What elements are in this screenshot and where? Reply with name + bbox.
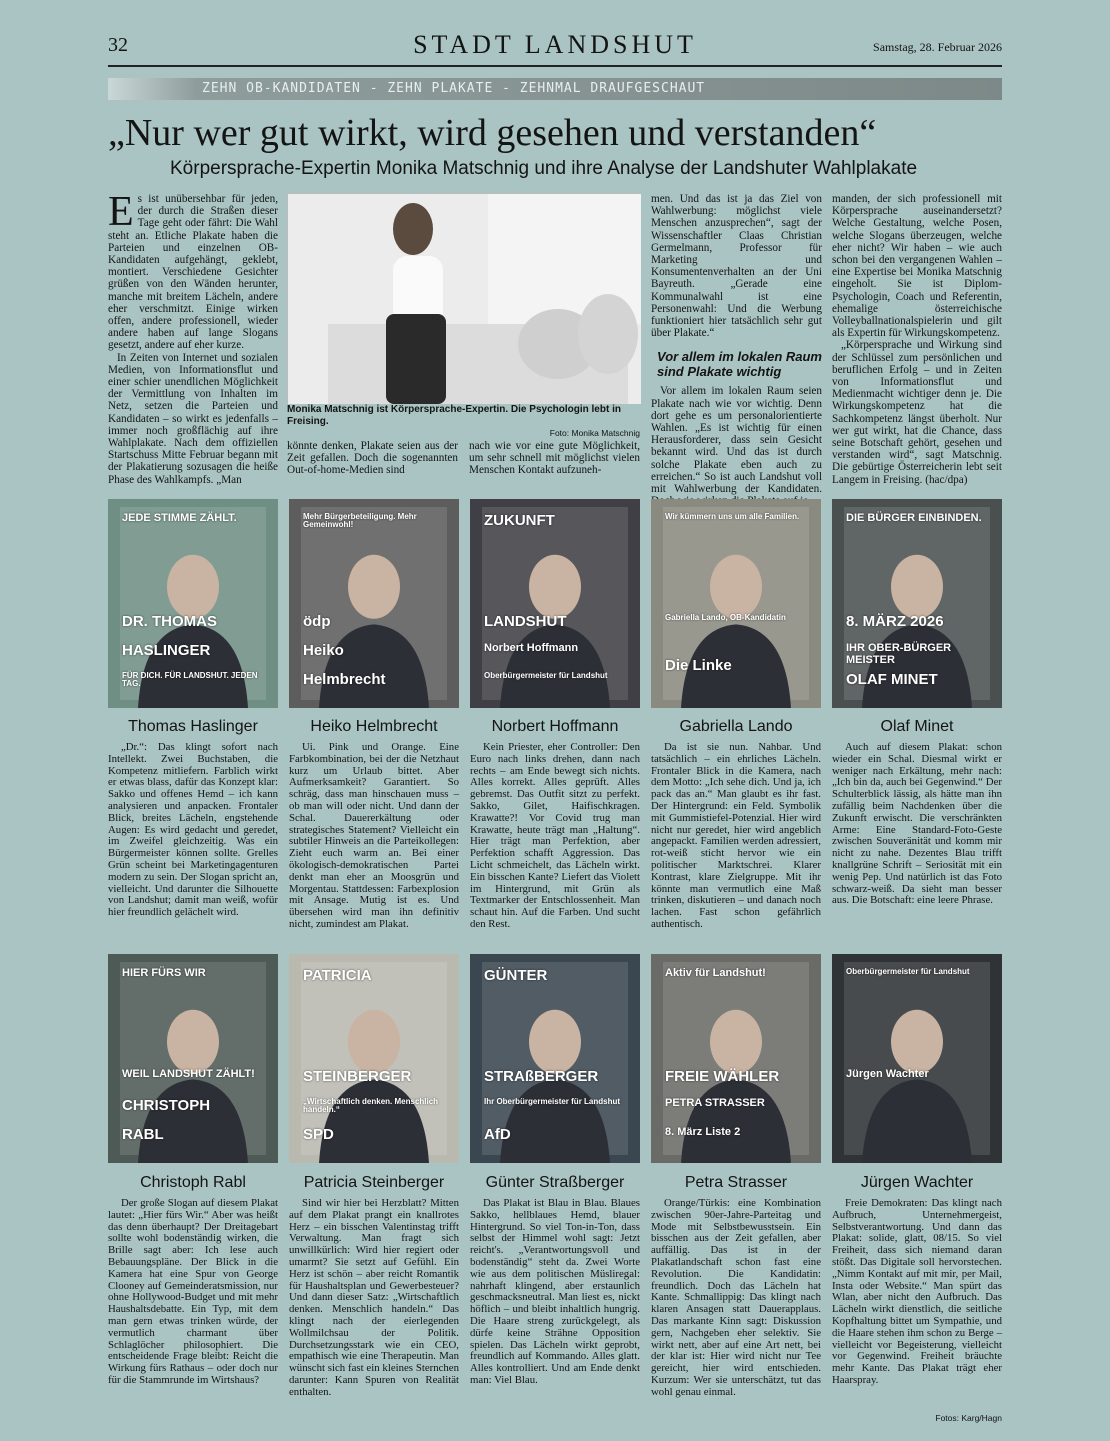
candidate-name: Petra Strasser xyxy=(684,1174,788,1191)
candidate-analysis: Ui. Pink und Orange. Eine Farbkombination, bei der die Netzhaut kurz um Urlaub bittet. Aber Aufmerksamkeit? Garantiert. So schräg, dass man hinschauen muss – ob man will oder nicht. Und dann der Schal. Dauererkältung oder strategisches Statement? Vielleicht ein subtiler Hinweis an die Parteikollegen: Zieht euch warm an. Bei einer ökologisch-demokratischen Partei denkt man eher an Moosgrün und Morgentau. Stattdessen: Farbexplosion mit Ansage. Mutig ist es. Und übersehen wird man ihn definitiv nicht, zumindest am Plakat. xyxy=(289,741,459,930)
candidate-name: Olaf Minet xyxy=(880,718,954,735)
poster-text: STEINBERGER xyxy=(303,1068,412,1085)
candidate-name: Heiko Helmbrecht xyxy=(310,718,438,735)
poster-text: Die Linke xyxy=(665,657,732,674)
poster-text: Mehr Bürgerbeteiligung. Mehr Gemeinwohl! xyxy=(303,512,417,530)
header-rule xyxy=(108,65,1002,67)
article-column-5: manden, der sich professionell mit Körpersprache auseinandersetzt? Welche Gestaltung, welche Posen, welche Slogans überzeugen, welche eher nicht? Wir haben – wie auch schon bei den vergangenen Wahlen – eine Expertise bei Monika Matschnig eingeholt. Sie ist Diplom-Psychologin, Coach und Referentin, ehemalige österreichische Volleyballnationalspielerin und gilt als Expertin für Wirkungskompetenz. „Körpersprache und Wirkung sind der Schlüssel zum persönlichen und beruflichen Erfolg – und in Zeiten von Informationsflut und Medienmacht wichtiger denn je. Die Wirkungskompetenz hat die Sachkompetenz längst überholt. Nur wer gut wirkt, hat die Chance, dass seine Botschaft gehört, gesehen und verstanden wird“, sagt Matschnig. Die gebürtige Österreicherin lebt seit Langem in Freising. (hac/dpa) xyxy=(832,193,1002,486)
photo-caption: Monika Matschnig ist Körpersprache-Expertin. Die Psychologin lebt in Freising. xyxy=(287,404,621,427)
campaign-poster xyxy=(470,499,640,708)
poster-text: OLAF MINET xyxy=(846,671,938,688)
photo-credit: Foto: Monika Matschnig xyxy=(549,428,640,438)
poster-text: Wir kümmern uns um alle Familien. xyxy=(665,512,800,521)
campaign-poster xyxy=(832,954,1002,1163)
article-column-3: nach wie vor eine gute Möglichkeit, um sehr schnell mit möglichst vielen Menschen Kontakt aufzuneh- xyxy=(469,440,640,477)
campaign-poster xyxy=(832,499,1002,708)
portrait-photo xyxy=(287,193,640,403)
candidate-name: Patricia Steinberger xyxy=(303,1174,445,1191)
issue-date: Samstag, 28. Februar 2026 xyxy=(873,40,1002,54)
poster-text: ZUKUNFT xyxy=(484,512,555,529)
bottom-photo-credit: Fotos: Karg/Hagn xyxy=(935,1413,1002,1423)
poster-text: ödp xyxy=(303,613,331,630)
poster-text: Ihr Oberbürgermeister für Landshut xyxy=(484,1097,621,1106)
article-column-4: men. Und das ist ja das Ziel von Wahlwerbung: möglichst viele Menschen anzusprechen“, sagt der Wissenschaftler Claas Christian Germelmann, Professor für Marketing und Konsumentenverhalten an der Uni Bayreuth. „Gerade eine Kommunalwahl ist eine Personenwahl: Und die Werbung funktioniert hier tatsächlich sehr gut über Plakate.“ Vor allem im lokalen Raum sind Plakate wichtig Vor allem im lokalen Raum seien Plakate nach wie vor wichtig. Denn dort gehe es um personalorientierte Wahlen. „Es ist wichtig für einen Herausforderer, dass sein Gesicht bekannt wird. Und das ist durch solche Plakate eben auch zu erreichen.“ So ist auch Landshut voll mit Wahlwerbung der Kandidaten. xyxy=(651,193,822,496)
poster-text: PATRICIA xyxy=(303,967,372,984)
poster-text: CHRISTOPH xyxy=(122,1097,211,1114)
poster-text: RABL xyxy=(122,1126,164,1143)
poster-text: IHR OBER-BÜRGER MEISTER xyxy=(846,642,952,666)
poster-text: Oberbürgermeister für Landshut xyxy=(484,671,608,680)
candidate-name: Norbert Hoffmann xyxy=(491,718,619,735)
poster-text: „Wirtschaftlich denken. Menschlich handeln.“ xyxy=(303,1097,439,1115)
candidate-analysis: Orange/Türkis: eine Kombination zwischen 90er-Jahre-Parteitag und Mode mit Selbstbewusstsein. Ein bisschen aus der Zeit gefallen, aber auffällig. Das ist in der Plakatlandschaft schon fast eine Revolution. Die Kandidatin: freundlich. Doch das Lächeln hat Kante. Schmallippig: Das klingt nach klaren Ansagen statt Dauerapplaus. Das markante Kinn sagt: Diskussion gern, Nachgeben eher selektiv. Sie wirkt nett, aber auf eine Art nett, bei der klar ist: Hier wird nicht nur Tee gereicht, hier wird entschieden. Kurzum: Wer sie unterschätzt, tut das wohl genau einmal. xyxy=(651,1197,821,1398)
poster-text: SPD xyxy=(303,1126,334,1143)
campaign-poster xyxy=(108,954,278,1163)
poster-portrait xyxy=(832,954,1002,1163)
poster-text: Aktiv für Landshut! xyxy=(665,967,766,979)
campaign-poster xyxy=(470,954,640,1163)
candidate-name: Christoph Rabl xyxy=(140,1174,246,1191)
candidate-analysis: Sind wir hier bei Herzblatt? Mitten auf dem Plakat prangt ein knallrotes Herz – ein bisschen Valentinstag trifft Verwaltung. Man fragt sich unwillkürlich: Wird hier regiert oder umarmt? Sie setzt auf Gefühl. Ein Herz ist schön – aber reicht Romantik für Haushaltsplan und Gewerbesteuer? Und dann dieser Satz: „Wirtschaftlich denken. Menschlich handeln.“ Das klingt nach der eierlegenden Wollmilchsau der Politik. Durchsetzungsstark wie ein CEO, empathisch wie eine Therapeutin. Man wünscht sich fast ein kleines Sternchen darunter: Kann Spuren von Realität enthalten. xyxy=(289,1197,459,1398)
poster-text: HIER FÜRS WIR xyxy=(122,967,206,979)
poster-text: DR. THOMAS xyxy=(122,613,217,630)
poster-text: Jürgen Wachter xyxy=(846,1068,929,1080)
kicker-band: ZEHN OB-KANDIDATEN - ZEHN PLAKATE - ZEHNMAL DRAUFGESCHAUT xyxy=(108,78,1002,100)
candidate-analysis: Auch auf diesem Plakat: schon wieder ein Schal. Diesmal wirkt er weniger nach Erkältung, mehr nach: „Ich bin da, auch bei Gegenwind.“ Der Schulterblick lässig, als hätte man ihn zufällig beim Nachdenken über die Zukunft erwischt. Die verschränkten Arme: Eine Standard-Foto-Geste zwischen Souveränität und komm mir nicht zu nahe. Dezentes Blau trifft knallgrüne Schrift – Seriosität mit ein wenig Pep. Und natürlich ist das Foto schwarz-weiß. Da sieht man besser aus. Die Botschaft: eine leere Phrase. xyxy=(832,741,1002,907)
poster-text: FREIE WÄHLER xyxy=(665,1068,780,1085)
campaign-poster xyxy=(651,954,821,1163)
photo-caption-block xyxy=(287,404,640,438)
campaign-poster xyxy=(289,499,459,708)
poster-text: STRAßBERGER xyxy=(484,1068,599,1085)
campaign-poster xyxy=(651,499,821,708)
poster-text: AfD xyxy=(484,1126,511,1143)
candidate-analysis: Der große Slogan auf diesem Plakat lautet: „Hier fürs Wir.“ Aber was heißt das denn überhaupt? Der Dreitagebart sollte wohl bodenständig wirken, die Brille sagt aber: Ich lese auch Bebauungspläne. Der Blick in die Kamera hat eine Spur von George Clooney auf Gemeinderatsmission, nur ohne Hollywood-Budget und mit mehr Haushaltsdebatte. Ein Typ, mit dem man gern etwas trinken würde, der vermutlich charmant über Schlaglöcher philosophiert. Die entscheidende Frage bleibt: Reicht die Wirkung fürs Rathaus – oder doch nur für die Stammrunde im Wirtshaus? xyxy=(108,1197,278,1386)
candidate-analysis: „Dr.“: Das klingt sofort nach Intellekt. Zwei Buchstaben, die Kompetenz mitliefern. Farblich wirkt er etwas blass, dafür das Konzept klar: Sakko und offenes Hemd – ich kann analysieren und anpacken. Frontaler Blick, breites Lächeln, engstehende Augen: Es wird gedacht und geredet, im Zweifel gleichzeitig. Was ein Bürgermeister können sollte. Grelles Grün scheint bei Marketingagenturen modern zu sein. Der Slogan spricht an, vielleicht. Und darunter die Silhouette von Landshut; damit man weiß, wofür hier freundlich gelächelt wird. xyxy=(108,741,278,919)
candidate-name: Jürgen Wachter xyxy=(860,1174,974,1191)
campaign-poster xyxy=(289,954,459,1163)
poster-text: GÜNTER xyxy=(484,967,548,984)
poster-portrait xyxy=(651,499,821,708)
subheadline: Körpersprache-Expertin Monika Matschnig und ihre Analyse der Landshuter Wahlplakate xyxy=(170,158,918,179)
candidate-analysis: Freie Demokraten: Das klingt nach Aufbruch, Unternehmergeist, Selbstverantwortung. Und dann das Plakat: solide, glatt, 08/15. So viel Freiheit, dass sich niemand daran stößt. Das Digitale soll hervorstechen. „Nimm Kontakt auf mit mir, per Mail, Insta oder Website.“ Man spürt das Wlan, aber nicht den Aufbruch. Das Lächeln wirkt dienstlich, die seitliche Kopfhaltung bittet um Sympathie, und die Haare stehen ihm schon zu Berge – vielleicht vor Begeisterung, vielleicht vor Gegenwind. Freiheit bräuchte mehr Kante. Das Plakat trägt eher Haarspray. xyxy=(832,1197,1002,1386)
poster-text: JEDE STIMME ZÄHLT. xyxy=(122,512,237,524)
poster-text: WEIL LANDSHUT ZÄHLT! xyxy=(122,1068,255,1080)
candidate-analysis: Da ist sie nun. Nahbar. Und tatsächlich – ein ehrliches Lächeln. Frontaler Blick in die Kamera, nach dem Motto: „Ich sehe dich. Und ja, ich pack das an.“ Man glaubt es ihr fast. Der Hintergrund: ein Feld. Symbolik mit Gummistiefel-Potenzial. Hier wird nicht nur geredet, hier wird angeblich angepackt. Familien werden adressiert, rot-weiß sticht hervor wie ein politischer Marktschrei. Klarer Kontrast, klare Zielgruppe. Mit ihr könnte man vermutlich eine Maß trinken, diskutieren – und danach noch lachen. Fast schon gefährlich authentisch. xyxy=(651,741,821,930)
poster-text: Oberbürgermeister für Landshut xyxy=(846,967,970,976)
candidate-name: Gabriella Lando xyxy=(679,718,793,735)
poster-text: Heiko xyxy=(303,642,344,659)
intermediate-heading: Vor allem im lokalen Raum sind Plakate wichtig xyxy=(657,349,822,380)
candidate-name: Günter Straßberger xyxy=(485,1174,625,1191)
article-column-1: Es ist unübersehbar für jeden, der durch die Straßen dieser Tage geht oder fährt: Die Wahl steht an. Etliche Plakate haben die Parteien und einzelnen OB-Kandidaten aufgehängt, geklebt, montiert. Verschiedene Gesichter grüßen von den Wänden herunter, manche mit breitem Lächeln, andere eher verschmitzt. Einige wirken offen, andere professionell, wieder andere haben auf lange Slogans gesetzt, andere auf eher kurze. In Zeiten von Internet und sozialen Medien, von Informationsflut und einer schier unendlichen Möglichkeit der Vermittlung von Inhalten im Netz, setzen die Parteien und Kandidaten – so wirkt es jedenfalls – immer noch großflächig auf ihre Wahlplakate. Nach dem offiziellen Startschuss Mitte Februar begann mit der Plakatierung sozusagen die heiße Phase des Wahlkampfs. „Man xyxy=(108,189,278,486)
poster-text: Helmbrecht xyxy=(303,671,386,688)
drop-cap: E xyxy=(108,189,134,235)
poster-text: 8. MÄRZ 2026 xyxy=(846,613,944,630)
poster-text: FÜR DICH. FÜR LANDSHUT. JEDEN TAG. xyxy=(122,671,258,689)
poster-text: PETRA STRASSER xyxy=(665,1097,765,1109)
poster-text: Gabriella Lando, OB-Kandidatin xyxy=(665,613,786,622)
portrait-image xyxy=(288,194,641,404)
poster-text: 8. März Liste 2 xyxy=(665,1126,741,1138)
poster-text: HASLINGER xyxy=(122,642,211,659)
candidate-analysis: Kein Priester, eher Controller: Den Euro nach links drehen, dann nach rechts – am Ende bewegt sich nichts. Alles korrekt. Alles geprüft. Alles gebremst. Das Outfit sitzt zu perfekt. Sakko, Gilet, Haifischkragen. Krawatte?! Vor Covid trug man Krawatte, heute trägt man „Haltung“. Hier trägt man Perfektion, aber Perfektion schafft Aggression. Das Licht schmeichelt, das Lächeln wirkt. Ein bisschen Kante? Liefert das Violett im Hintergrund, mit Grün als Textmarker der Entschlossenheit. Man schaut hin. Auf die Farben. Und sucht den Rest. xyxy=(470,741,640,930)
candidate-analysis: Das Plakat ist Blau in Blau. Blaues Sakko, hellblaues Hemd, blauer Hintergrund. So viel Ton-in-Ton, dass selbst der Himmel wohl sagt: Jetzt reicht's. „Verantwortungsvoll und bodenständig“ steht da. Zwei Worte wie aus dem politischen Müsliregal: nahrhaft klingend, aber erstaunlich geschmacksneutral. Man liest es, nickt höflich – und bleibt inhaltlich hungrig. Die Haare streng zurückgelegt, als dürfe keine Strähne Opposition spielen. Das Lächeln wirkt geprobt, freundlich auf Kommando. Alles glatt. Alles kontrolliert. Und am Ende denkt man: Viel Blau. xyxy=(470,1197,640,1386)
campaign-poster xyxy=(108,499,278,708)
poster-text: Norbert Hoffmann xyxy=(484,642,579,654)
poster-text: LANDSHUT xyxy=(484,613,567,630)
candidate-name: Thomas Haslinger xyxy=(128,718,258,735)
page-number: 32 xyxy=(108,34,128,56)
headline: „Nur wer gut wirkt, wird gesehen und verstanden“ xyxy=(108,112,877,154)
article-column-2: könnte denken, Plakate seien aus der Zeit gefallen. Doch die sogenannten Out-of-home-Medien sind xyxy=(287,440,458,477)
section-title: STADT LANDSHUT xyxy=(413,30,697,59)
poster-text: DIE BÜRGER EINBINDEN. xyxy=(846,512,982,524)
